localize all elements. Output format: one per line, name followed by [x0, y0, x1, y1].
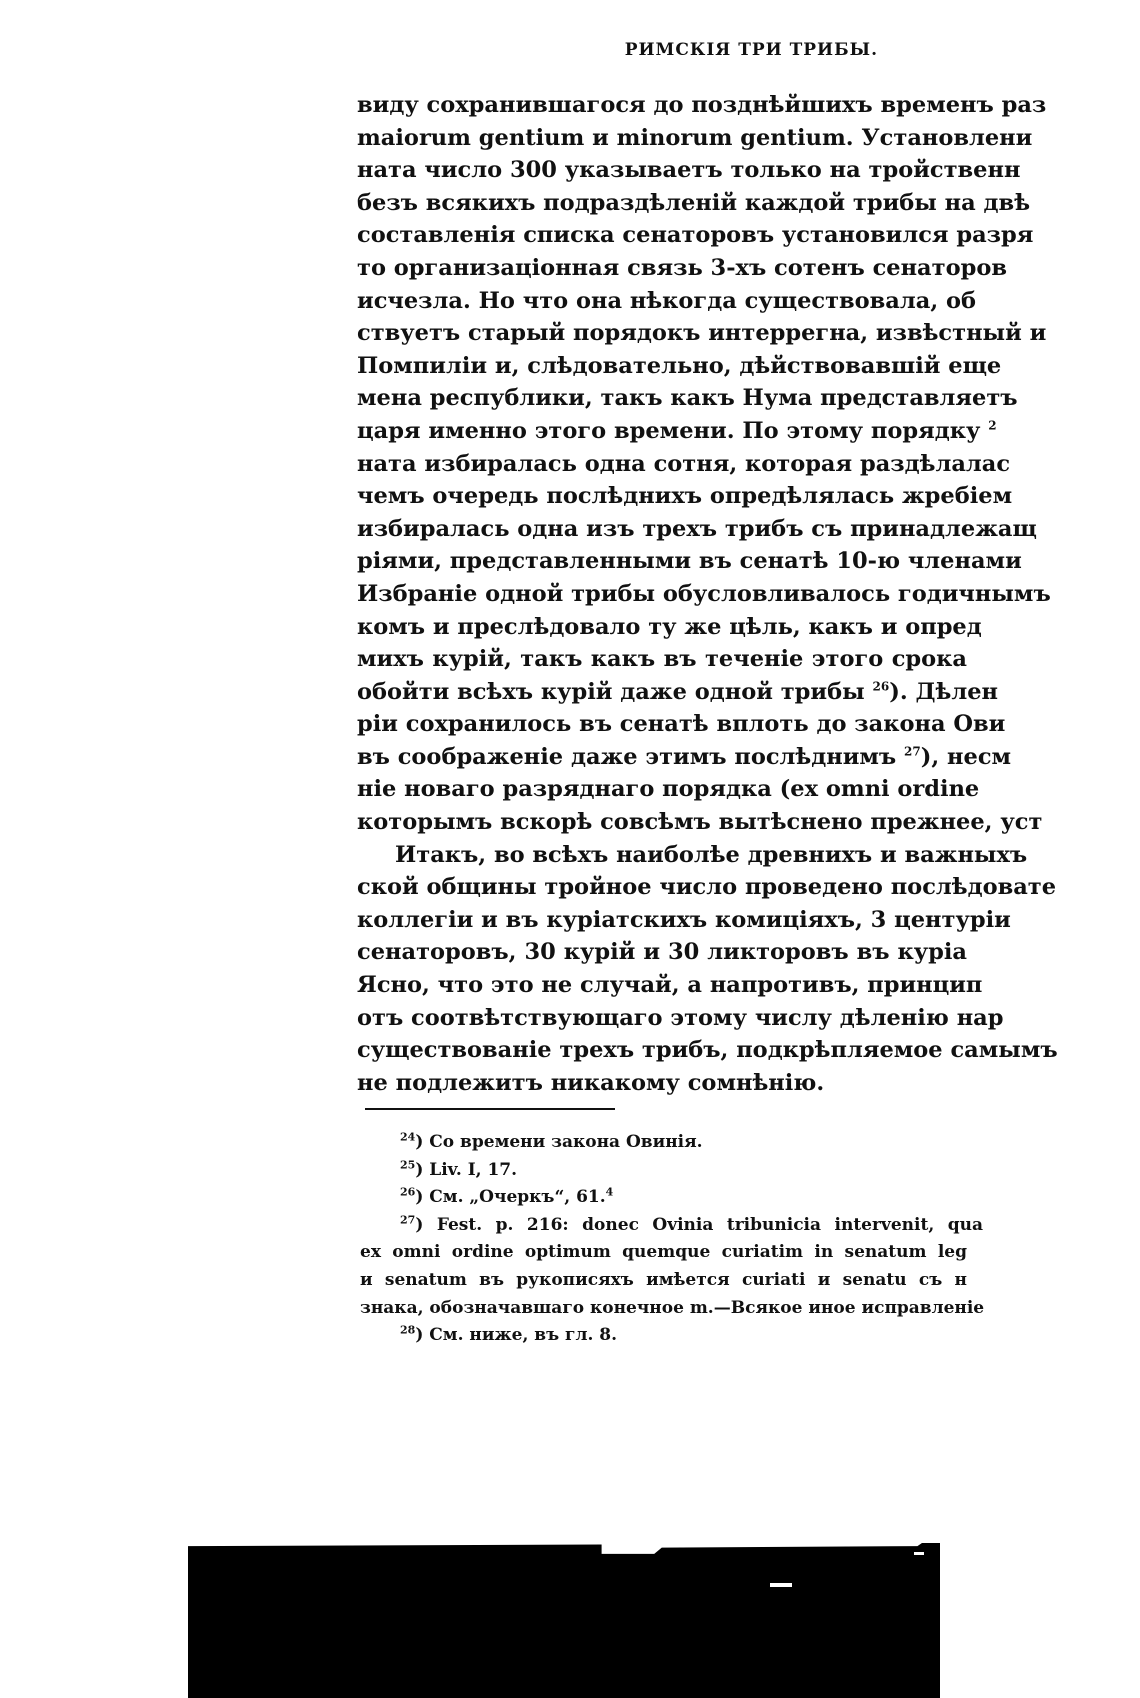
- footnote-mark: 28: [400, 1323, 416, 1337]
- text-line-with-ref: [357, 415, 997, 448]
- footnote-27: [360, 1212, 983, 1240]
- footnote-28: [360, 1322, 967, 1350]
- text-line: ніе новаго разряднаго порядка (ex omni ordine: [357, 776, 980, 803]
- text-line: мена республики, такъ какъ Нума представляетъ: [357, 385, 1018, 412]
- footnote-text: ) Со времени закона Овинія.: [415, 1132, 703, 1152]
- footnote-mark: 25: [400, 1157, 416, 1171]
- footnote-25: [360, 1157, 967, 1185]
- paragraph-start-line: Итакъ, во всѣхъ наиболѣе древнихъ и важныхъ: [395, 841, 1028, 868]
- main-text-block: [357, 89, 1058, 1099]
- text-line: Избраніе одной трибы обусловливалось годичнымъ: [357, 580, 1051, 607]
- text-line: существованіе трехъ трибъ, подкрѣпляемое самымъ: [357, 1037, 1058, 1064]
- text-line: ната число 300 указываетъ только на тройственн: [357, 157, 1021, 184]
- scan-speck: [770, 1583, 792, 1587]
- text-line: которымъ вскорѣ совсѣмъ вытѣснено прежнее, уст: [357, 809, 1043, 836]
- text-line: безъ всякихъ подраздѣленій каждой трибы на двѣ: [357, 189, 1031, 216]
- text-line: избиралась одна изъ трехъ трибъ съ принадлежащ: [357, 515, 1037, 542]
- text-line: михъ курій, такъ какъ въ теченіе этого срока: [357, 646, 967, 673]
- text-line-tail: ). Дѣлен: [889, 678, 998, 705]
- footnotes-block: [360, 1129, 985, 1350]
- footnote-text: ) См. „Очеркъ“, 61.: [415, 1187, 606, 1208]
- footnote-27-cont: знака, обозначавшаго конечное m.—Всякое иное исправленіе: [360, 1297, 985, 1318]
- text-line: Ясно, что это не случай, а напротивъ, принцип: [357, 972, 983, 999]
- footnote-text: ) См. ниже, въ гл. 8.: [415, 1325, 618, 1346]
- text-line-content: въ соображеніе даже этимъ послѣднимъ: [357, 743, 897, 770]
- footnote-text: ) Fest. p. 216: donec Ovinia tribunicia intervenit, qua: [415, 1214, 983, 1235]
- footnote-ref: 27: [904, 744, 921, 759]
- text-line: комъ и преслѣдовало ту же цѣль, какъ и опред: [357, 613, 982, 640]
- footnote-text: ) Liv. I, 17.: [415, 1159, 518, 1180]
- text-line-tail: ), несм: [920, 743, 1012, 770]
- footnote-ref: 26: [872, 679, 890, 694]
- footnote-26: [360, 1184, 967, 1212]
- text-line: ріи сохранилось въ сенатѣ вплоть до закона Ови: [357, 711, 1006, 738]
- text-line-last: не подлежитъ никакому сомнѣнію.: [357, 1069, 825, 1096]
- text-line: ната избиралась одна сотня, которая раздѣлалас: [357, 450, 1011, 477]
- scan-shadow-region: [188, 1543, 940, 1698]
- footnote-mark: 26: [400, 1185, 416, 1199]
- text-line: коллегіи и въ куріатскихъ комиціяхъ, 3 центуріи: [357, 906, 1011, 933]
- text-line: то организаціонная связь 3-хъ сотенъ сенаторов: [357, 254, 1007, 281]
- text-line-with-ref: [357, 741, 1012, 774]
- text-line: отъ соотвѣтствующаго этому числу дѣленію нар: [357, 1004, 1004, 1031]
- text-line: чемъ очередь послѣднихъ опредѣлялась жребіем: [357, 483, 1013, 510]
- footnote-ref: 2: [988, 418, 997, 433]
- text-line-content: царя именно этого времени. По этому порядку: [357, 417, 981, 444]
- footnote-mark: 27: [400, 1213, 416, 1227]
- text-line: составленія списка сенаторовъ установился разря: [357, 222, 1034, 249]
- text-line: ріями, представленными въ сенатѣ 10-ю членами: [357, 548, 1022, 575]
- text-line: ствуетъ старый порядокъ интеррегна, извѣстный и: [357, 320, 1047, 347]
- footnote-27-cont: ex omni ordine optimum quemque curiatim in senatum leg: [360, 1242, 967, 1263]
- footnote-mark: 24: [400, 1130, 416, 1144]
- text-line: исчезла. Но что она нѣкогда существовала, об: [357, 287, 977, 314]
- text-line: Помпиліи и, слѣдовательно, дѣйствовавшій еще: [357, 352, 1002, 379]
- running-head: РИМСКІЯ ТРИ ТРИБЫ.: [624, 40, 878, 60]
- footnote-sup: 4: [605, 1185, 614, 1199]
- text-line: ской общины тройное число проведено послѣдовате: [357, 874, 1057, 901]
- text-line: maiorum gentium и minorum gentium. Установлени: [357, 124, 1033, 151]
- text-line-content: обойти всѣхъ курій даже одной трибы: [357, 678, 865, 705]
- text-line: сенаторовъ, 30 курій и 30 ликторовъ въ куріа: [357, 939, 967, 966]
- text-line: виду сохранившагося до позднѣйшихъ временъ раз: [357, 92, 1047, 118]
- text-line-with-ref: [357, 676, 998, 709]
- footnote-27-cont: и senatum въ рукописяхъ имѣется curiati и senatu съ н: [360, 1269, 967, 1290]
- footnote-24: [360, 1129, 967, 1157]
- footnote-separator-rule: [365, 1108, 615, 1110]
- scan-speck: [914, 1552, 924, 1555]
